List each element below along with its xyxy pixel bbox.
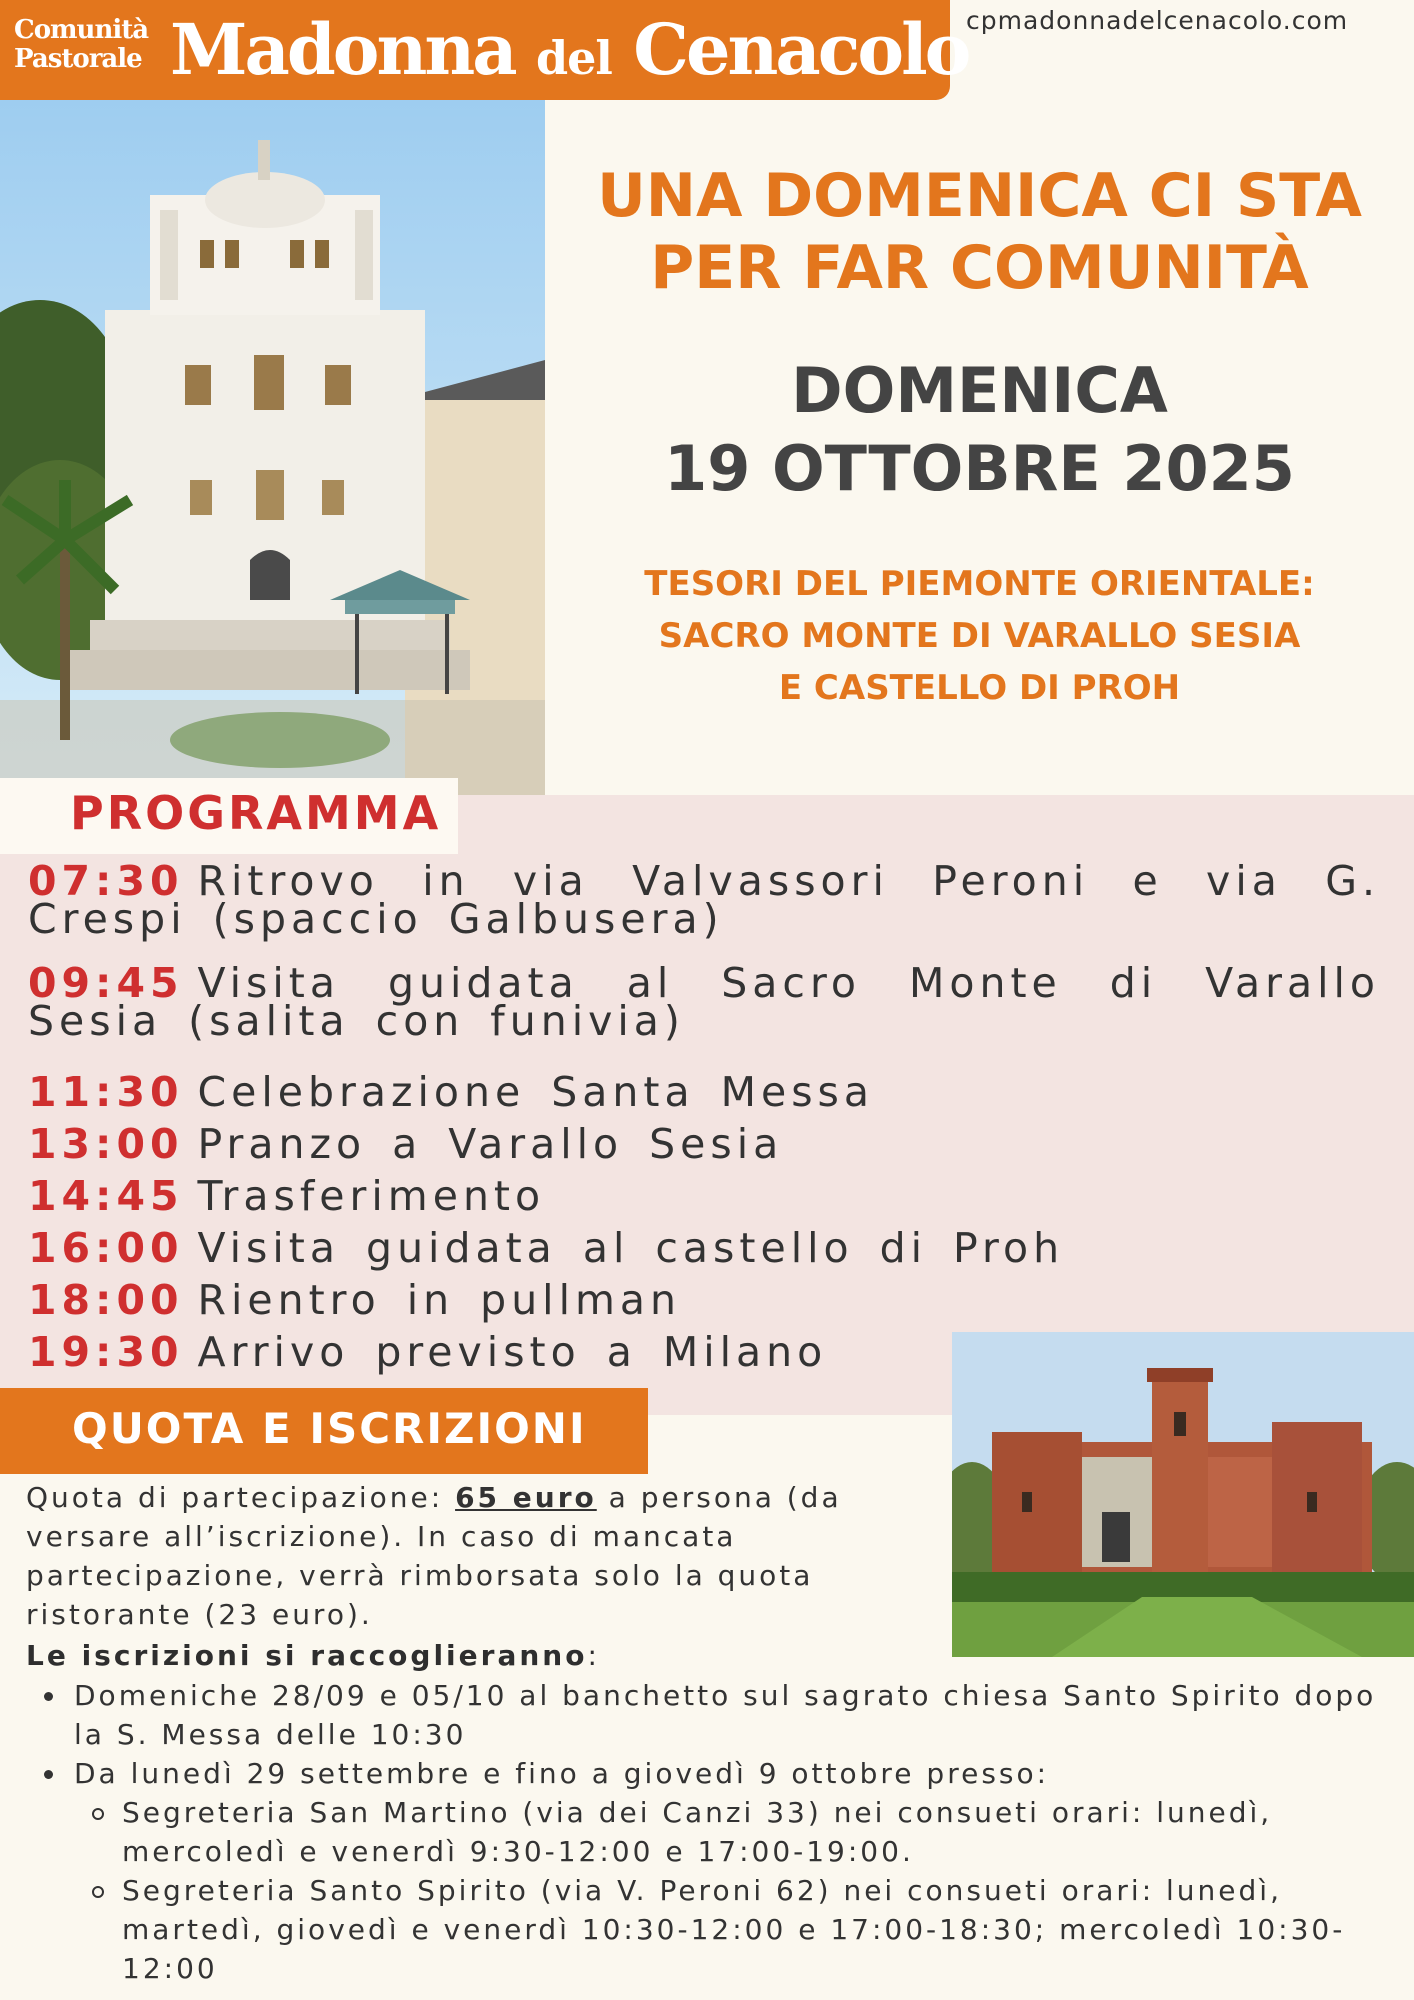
registration-title-text: Le iscrizioni si raccoglieranno <box>26 1639 588 1672</box>
registration-subitem-text: Segreteria Santo Spirito (via V. Peroni 62) nei consueti orari: lunedì, martedì, giovedì e venerdì 10:30-12:00 e 17:00-18:30; mercoledì 10:30-12:00 <box>122 1874 1346 1985</box>
schedule-time: 11:30 <box>28 1068 184 1116</box>
schedule-item <box>28 959 1380 1045</box>
schedule-text: Celebrazione Santa Messa <box>197 1068 875 1116</box>
registration-title-colon: : <box>587 1639 600 1672</box>
quota-price: 65 euro <box>455 1481 597 1514</box>
schedule-time: 16:00 <box>28 1224 184 1272</box>
website-link[interactable]: cpmadonnadelcenacolo.com <box>966 6 1349 35</box>
schedule-item <box>28 1222 1380 1274</box>
castle-photo <box>952 1332 1414 1657</box>
brand-title-part1: Madonna <box>170 8 515 91</box>
schedule-item <box>28 1170 1380 1222</box>
schedule-time: 14:45 <box>28 1172 184 1220</box>
subtitle-line-2: SACRO MONTE DI VARALLO SESIA <box>658 616 1301 656</box>
church-photo <box>0 100 545 795</box>
schedule-time: 13:00 <box>28 1120 184 1168</box>
quota-text-before: Quota di partecipazione: <box>26 1481 456 1514</box>
subtitle-line-3: E CASTELLO DI PROH <box>778 668 1181 708</box>
registration-item-text: Da lunedì 29 settembre e fino a giovedì 9 ottobre presso: <box>74 1757 1050 1790</box>
schedule-text: Trasferimento <box>197 1172 546 1220</box>
program-heading-box <box>0 778 458 854</box>
quota-description <box>26 1478 926 1634</box>
event-date-full: 19 OTTOBRE 2025 <box>664 432 1295 505</box>
registration-subitem <box>122 1793 1394 1871</box>
program-heading: PROGRAMMA <box>70 786 442 840</box>
brand-title <box>170 6 968 102</box>
brand-title-del: del <box>536 31 612 85</box>
schedule-time: 07:30 <box>28 857 184 905</box>
schedule-text: Visita guidata al Sacro Monte di Varallo Sesia (salita con funivia) <box>28 959 1380 1045</box>
subtitle-line-1: TESORI DEL PIEMONTE ORIENTALE: <box>644 564 1315 604</box>
quota-heading-box <box>0 1388 648 1474</box>
event-title: UNA DOMENICA CI STA PER FAR COMUNITÀ <box>597 161 1362 303</box>
registration-list <box>74 1676 1394 1988</box>
quota-heading: QUOTA E ISCRIZIONI <box>72 1404 587 1453</box>
schedule-item <box>28 857 1380 943</box>
schedule-time: 18:00 <box>28 1276 184 1324</box>
brand-title-part2: Cenacolo <box>633 8 969 91</box>
title-block <box>545 160 1414 714</box>
registration-sublist <box>74 1793 1394 1988</box>
event-date-day: DOMENICA <box>791 354 1168 427</box>
registration-item-text: Domeniche 28/09 e 05/10 al banchetto sul sagrato chiesa Santo Spirito dopo la S. Messa delle 10:30 <box>74 1679 1377 1751</box>
schedule-text: Ritrovo in via Valvassori Peroni e via G. Crespi (spaccio Galbusera) <box>28 857 1380 943</box>
schedule-item <box>28 1274 1380 1326</box>
quota-text-after: a persona (da versare all’iscrizione). In caso di mancata partecipazione, verrà rimborsata solo la quota ristorante (23 euro). <box>26 1481 842 1631</box>
registration-item <box>74 1676 1394 1754</box>
schedule-list <box>28 857 1380 1378</box>
schedule-text: Visita guidata al castello di Proh <box>197 1224 1065 1272</box>
schedule-time: 19:30 <box>28 1328 184 1376</box>
brand-small-label: Comunità Pastorale <box>14 15 149 74</box>
schedule-item <box>28 1118 1380 1170</box>
schedule-text: Arrivo previsto a Milano <box>197 1328 828 1376</box>
schedule-item <box>28 1066 1380 1118</box>
registration-item <box>74 1754 1394 1988</box>
registration-subitem-text: Segreteria San Martino (via dei Canzi 33) nei consueti orari: lunedì, mercoledì e venerdì 9:30-12:00 e 17:00-19:00. <box>122 1796 1273 1868</box>
event-date <box>545 352 1414 508</box>
registration-title <box>26 1636 600 1675</box>
schedule-time: 09:45 <box>28 959 184 1007</box>
registration-subitem <box>122 1871 1394 1988</box>
header-banner <box>0 0 969 100</box>
schedule-text: Rientro in pullman <box>197 1276 682 1324</box>
event-subtitle <box>545 558 1414 714</box>
schedule-text: Pranzo a Varallo Sesia <box>197 1120 784 1168</box>
